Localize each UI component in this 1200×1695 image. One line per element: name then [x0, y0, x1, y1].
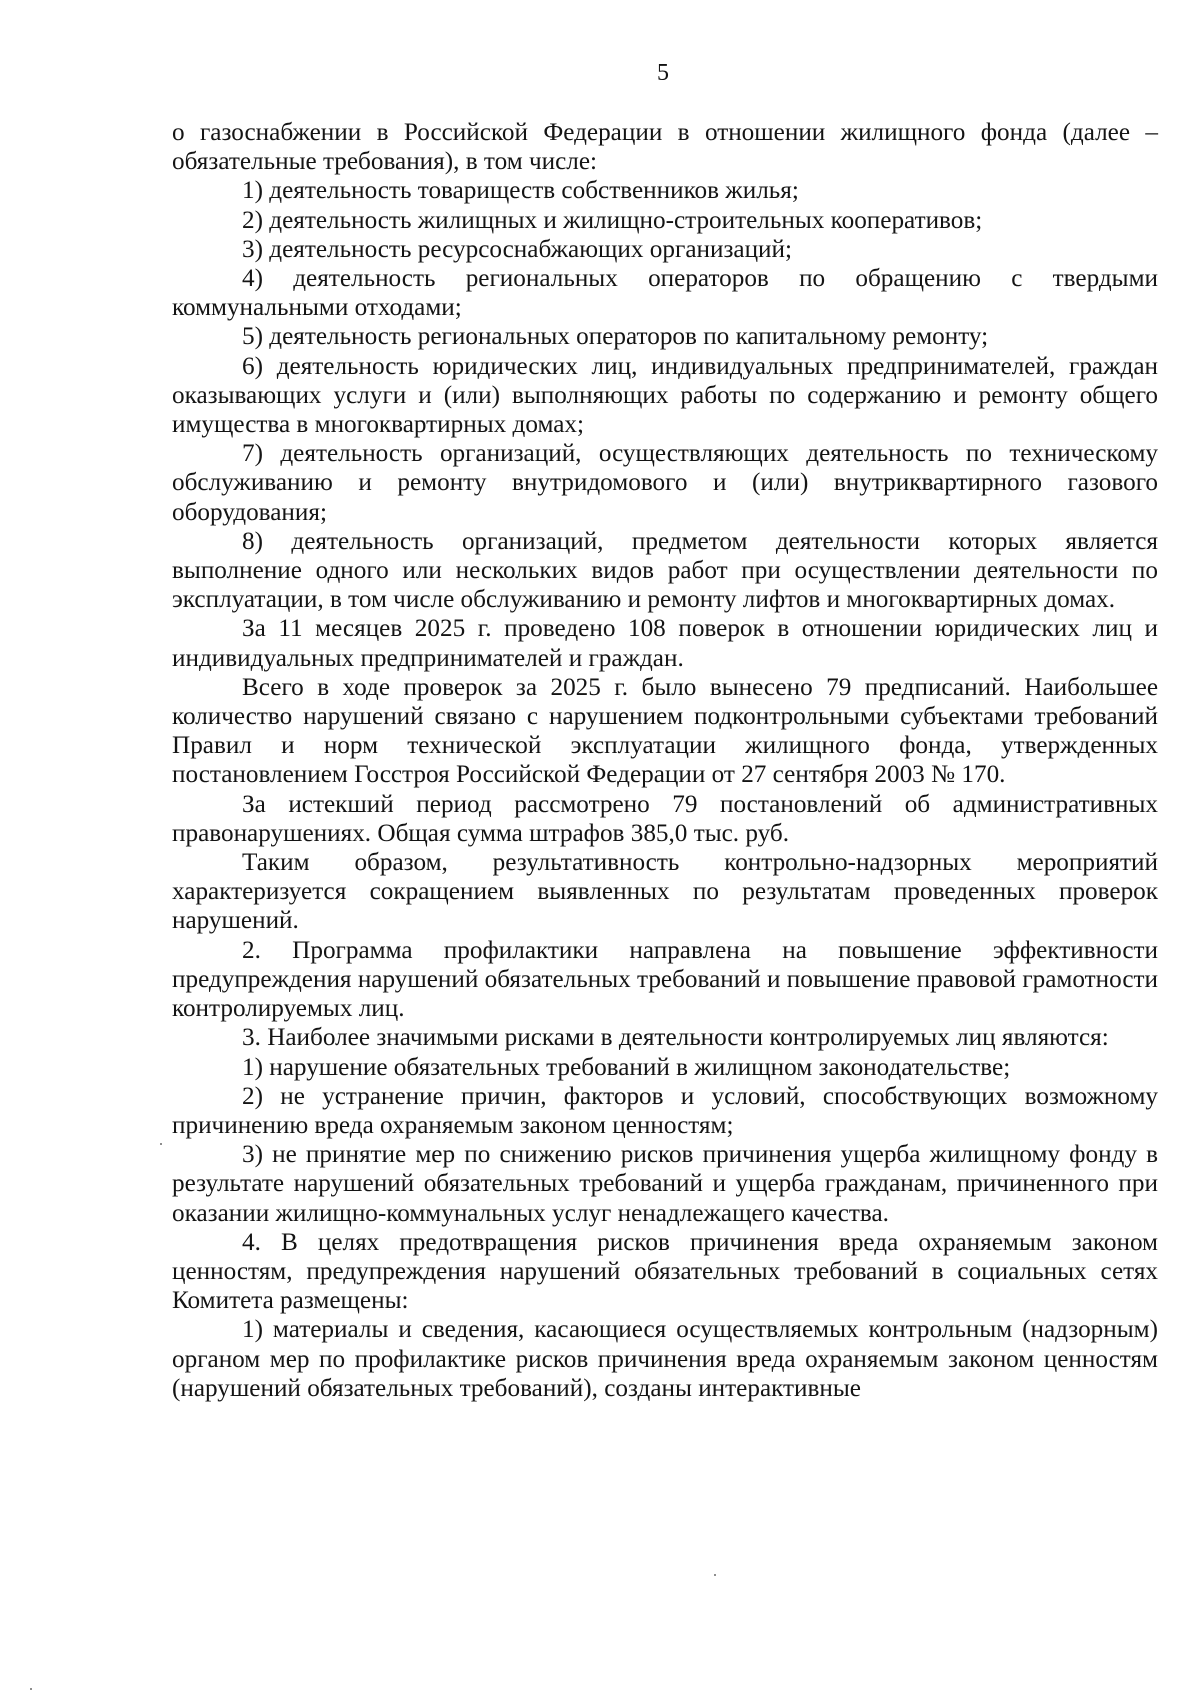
- paragraph-effectiveness: Таким образом, результативность контрольно-надзорных мероприятий характеризуется сокращением выявленных по результатам проведенных проверок нарушений.: [172, 849, 1158, 935]
- paragraph-orders: Всего в ходе проверок за 2025 г. было вынесено 79 предписаний. Наибольшее количество нарушений связано с нарушением подконтрольными субъектами требований Правил и норм технической эксплуатации жилищного фонда, утвержденных постановлением Госстроя Российской Федерации от 27 сентября 2003 № 170.: [172, 673, 1158, 789]
- section-4: 4. В целях предотвращения рисков причинения вреда охраняемым законом ценностям, предупреждения нарушений обязательных требований в социальных сетях Комитета размещены:: [172, 1228, 1158, 1315]
- scan-speck: [30, 1688, 32, 1690]
- list-item-7: 7) деятельность организаций, осуществляющих деятельность по техническому обслуживанию и ремонту внутридомового и (или) внутриквартирного газового оборудования;: [172, 440, 1158, 526]
- risk-item-2: 2) не устранение причин, факторов и условий, способствующих возможному причинению вреда охраняемым законом ценностям;: [172, 1082, 1158, 1139]
- risk-item-3: 3) не принятие мер по снижению рисков причинения ущерба жилищному фонду в результате нарушений обязательных требований и ущерба гражданам, причиненного при оказании жилищно-коммунальных услуг ненадлежащего качества.: [172, 1141, 1158, 1227]
- list-item-2: 2) деятельность жилищных и жилищно-строительных кооперативов;: [242, 206, 983, 234]
- list-item-8: 8) деятельность организаций, предметом деятельности которых является выполнение одного или нескольких видов работ при осуществлении деятельности по эксплуатации, в том числе обслуживанию и ремонту лифтов и многоквартирных домах.: [172, 527, 1158, 614]
- section-4-item-1: 1) материалы и сведения, касающиеся осуществляемых контрольным (надзорным) органом мер по профилактике рисков причинения вреда охраняемым законом ценностям (нарушений обязательных требований), созданы интерактивные: [172, 1316, 1158, 1402]
- document-body: [172, 118, 1158, 1403]
- list-item-3: 3) деятельность ресурсоснабжающих организаций;: [242, 235, 793, 263]
- paragraph-inspections: За 11 месяцев 2025 г. проведено 108 поверок в отношении юридических лиц и индивидуальных предпринимателей и граждан.: [172, 615, 1158, 672]
- list-item-5: 5) деятельность региональных операторов по капитальному ремонту;: [242, 323, 989, 351]
- section-2: 2. Программа профилактики направлена на повышение эффективности предупреждения нарушений обязательных требований и повышение правовой грамотности контролируемых лиц.: [172, 936, 1159, 1023]
- risk-item-1: 1) нарушение обязательных требований в жилищном законодательстве;: [242, 1053, 1011, 1081]
- list-item-4: 4) деятельность региональных операторов по обращению с твердыми коммунальными отходами;: [172, 265, 1158, 322]
- paragraph-continuation: о газоснабжении в Российской Федерации в отношении жилищного фонда (далее – обязательные требования), в том числе:: [172, 119, 1158, 176]
- list-item-6: 6) деятельность юридических лиц, индивидуальных предпринимателей, граждан оказывающих услуги и (или) выполняющих работы по содержанию и ремонту общего имущества в многоквартирных домах;: [172, 352, 1158, 439]
- paragraph-fines: За истекший период рассмотрено 79 постановлений об административных правонарушениях. Общая сумма штрафов 385,0 тыс. руб.: [172, 790, 1158, 847]
- section-3: 3. Наиболее значимыми рисками в деятельности контролируемых лиц являются:: [242, 1024, 1109, 1052]
- list-item-1: 1) деятельность товариществ собственников жилья;: [242, 177, 799, 205]
- scan-speck: [160, 1143, 162, 1145]
- page-number: 5: [657, 60, 669, 86]
- scan-speck: [714, 1574, 716, 1576]
